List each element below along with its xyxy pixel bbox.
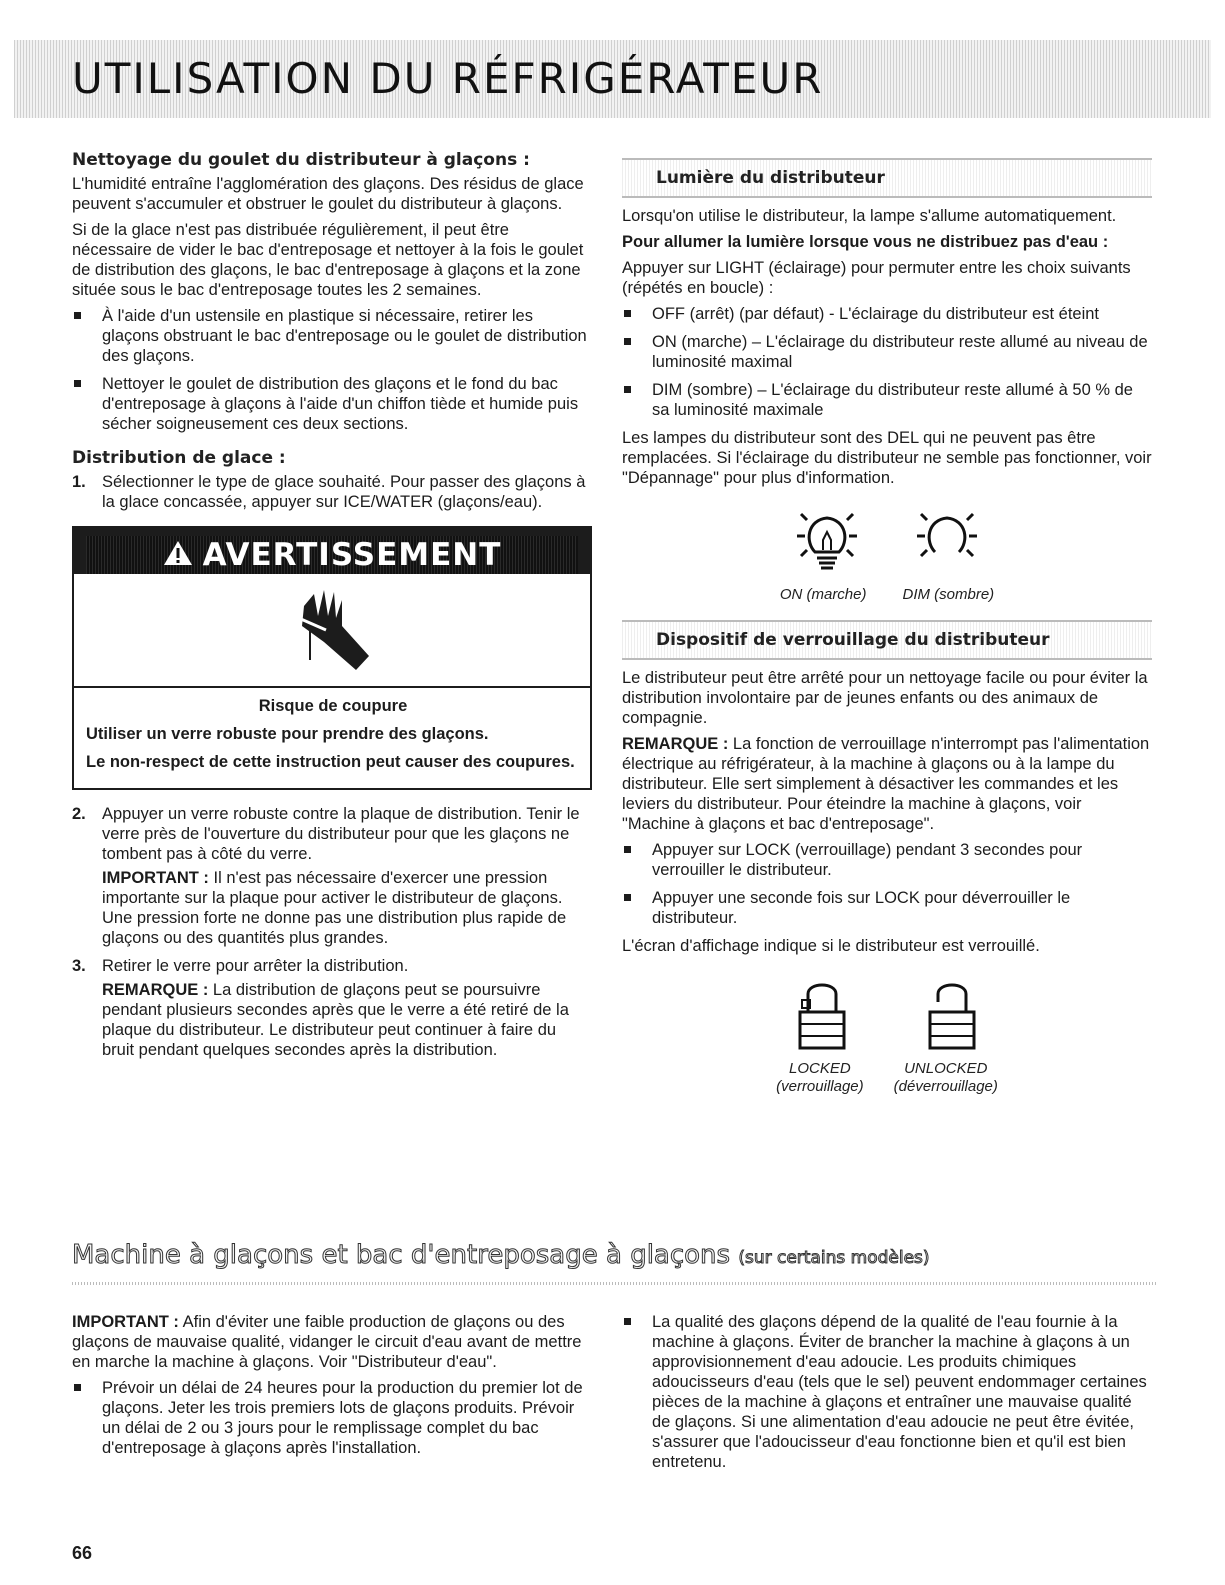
- caption-unlocked-line1: UNLOCKED: [904, 1060, 988, 1077]
- list-item-text: La qualité des glaçons dépend de la qualité de l'eau fournie à la machine à glaçons. Éviter de brancher la machine à glaçons à un approvisionnement d'eau adoucie. Les produits chimiques adoucisseurs d'eau (tels que le sel) peuvent endommager certaines pièces de la machine à glaçons et entraîner une mauvaise qualité de glaçons. Si une alimentation d'eau adoucie ne peut être évitée, s'assurer que l'adoucisseur d'eau fonctionne bien et qu'il est bien entretenu.: [652, 1313, 1147, 1471]
- note-label: IMPORTANT :: [102, 869, 209, 887]
- lumiere-heading: Lumière du distributeur: [656, 168, 885, 188]
- bullet-icon: [74, 1384, 81, 1391]
- lock-open-icon: [922, 976, 982, 1056]
- list-item: [622, 840, 1152, 880]
- warning-header: [74, 528, 590, 574]
- bottom-important: [72, 1312, 592, 1372]
- light-captions: [622, 586, 1152, 604]
- bottom-section-title: [72, 1240, 1157, 1270]
- warning-risk: Risque de coupure: [258, 697, 408, 715]
- verrou-heading: Dispositif de verrouillage du distributeur: [656, 630, 1050, 650]
- page-number: 66: [72, 1543, 93, 1563]
- caption-unlocked: [894, 1060, 998, 1096]
- bullet-icon: [74, 380, 81, 387]
- lock-icons: [622, 976, 1152, 1056]
- important-text: Afin d'éviter une faible production de glaçons ou des glaçons de mauvaise qualité, vidanger le circuit d'eau avant de mettre en marche la machine à glaçons. Voir "Distributeur d'eau".: [72, 1313, 582, 1371]
- lock-closed-icon: [792, 976, 852, 1056]
- step-note: [102, 980, 592, 1060]
- list-item-text: DIM (sombre) – L'éclairage du distributeur reste allumé à 50 % de sa luminosité maximale: [652, 381, 1133, 419]
- bullet-icon: [624, 310, 631, 317]
- note-label: REMARQUE :: [622, 735, 729, 753]
- distribution-heading: Distribution de glace :: [72, 448, 286, 468]
- lock-captions: [622, 1060, 1152, 1096]
- nettoyage-list: [72, 306, 592, 434]
- bullet-icon: [624, 338, 631, 345]
- distribution-steps: [72, 472, 592, 512]
- nettoyage-heading: Nettoyage du goulet du distributeur à glaçons :: [72, 150, 530, 170]
- step-number: 3.: [72, 957, 86, 975]
- bottom-right-list: [622, 1312, 1152, 1472]
- light-icons: [622, 502, 1152, 582]
- step-text: Sélectionner le type de glace souhaité. Pour passer des glaçons à la glace concassée, appuyer sur ICE/WATER (glaçons/eau).: [102, 473, 586, 511]
- warning-line-1: Utiliser un verre robuste pour prendre des glaçons.: [86, 725, 489, 743]
- lumiere-bold: Pour allumer la lumière lorsque vous ne distribuez pas d'eau :: [622, 233, 1109, 251]
- warning-title: AVERTISSEMENT: [202, 537, 502, 573]
- step-item: [72, 956, 592, 1060]
- caption-dim: DIM (sombre): [902, 586, 995, 603]
- list-item: [72, 306, 592, 366]
- bottom-left-list: [72, 1378, 592, 1458]
- lumiere-heading-box: [622, 158, 1152, 198]
- cut-hand-icon: [284, 586, 374, 676]
- list-item: [622, 380, 1152, 420]
- list-item: [622, 888, 1152, 928]
- step-note: [102, 868, 592, 948]
- bottom-right-column: [622, 1312, 1152, 1480]
- lumiere-p2: Appuyer sur LIGHT (éclairage) pour permuter entre les choix suivants (répétés en boucle) :: [622, 259, 1131, 297]
- list-item-text: Prévoir un délai de 24 heures pour la production du premier lot de glaçons. Jeter les trois premiers lots de glaçons produits. Prévoir un délai de 2 ou 3 jours pour le remplissage complet du bac d'entreposage à glaçons après l'installation.: [102, 1379, 583, 1457]
- verrou-list: [622, 840, 1152, 928]
- list-item-text: Appuyer une seconde fois sur LOCK pour déverrouiller le distributeur.: [652, 889, 1071, 927]
- list-item: [622, 1312, 1152, 1472]
- light-on-icon: [787, 502, 867, 582]
- bullet-icon: [624, 846, 631, 853]
- step-text: Appuyer un verre robuste contre la plaque de distribution. Tenir le verre près de l'ouverture du distributeur pour que les glaçons ne tombent pas à côté du verre.: [102, 805, 580, 863]
- warning-line-2: Le non-respect de cette instruction peut causer des coupures.: [86, 753, 575, 771]
- lumiere-p3: Les lampes du distributeur sont des DEL qui ne peuvent pas être remplacées. Si l'éclairage du distributeur ne semble pas fonctionner, voir "Dépannage" pour plus d'information.: [622, 429, 1152, 487]
- step-text: Retirer le verre pour arrêter la distribution.: [102, 957, 409, 975]
- list-item-text: À l'aide d'un ustensile en plastique si nécessaire, retirer les glaçons obstruant le bac d'entreposage ou le goulet de distribution des glaçons.: [102, 307, 587, 365]
- lumiere-list: [622, 304, 1152, 420]
- list-item-text: Appuyer sur LOCK (verrouillage) pendant 3 secondes pour verrouiller le distributeur.: [652, 841, 1083, 879]
- nettoyage-p2: Si de la glace n'est pas distribuée régulièrement, il peut être nécessaire de vider le bac d'entreposage et nettoyer à la fois le goulet de distribution des glaçons, le bac d'entreposage à glaçons et la zone située sous le bac d'entreposage toutes les 2 semaines.: [72, 221, 584, 299]
- note-label: REMARQUE :: [102, 981, 209, 999]
- list-item-text: Nettoyer le goulet de distribution des glaçons et le fond du bac d'entreposage à glaçons à l'aide d'un chiffon tiède et humide puis sécher soigneusement ces deux sections.: [102, 375, 579, 433]
- light-dim-icon: [907, 502, 987, 582]
- left-column: [72, 150, 592, 1068]
- caption-locked-line2: (verrouillage): [776, 1078, 864, 1095]
- bottom-title-main: Machine à glaçons et bac d'entreposage à glaçons: [72, 1240, 731, 1270]
- bottom-title-rule: [72, 1282, 1157, 1285]
- list-item: [622, 304, 1152, 324]
- list-item: [622, 332, 1152, 372]
- warning-pictogram-area: [74, 574, 590, 688]
- important-label: IMPORTANT :: [72, 1313, 179, 1331]
- verrou-p1: Le distributeur peut être arrêté pour un nettoyage facile ou pour éviter la distribution involontaire par de jeunes enfants ou des animaux de compagnie.: [622, 669, 1148, 727]
- warning-box: [72, 526, 592, 790]
- list-item: [72, 374, 592, 434]
- verrou-note: [622, 734, 1152, 834]
- warning-body: [74, 688, 590, 788]
- verrou-heading-box: [622, 620, 1152, 660]
- right-column: [622, 158, 1152, 1112]
- bullet-icon: [74, 312, 81, 319]
- step-number: 2.: [72, 805, 86, 823]
- caption-on: ON (marche): [779, 586, 867, 603]
- bullet-icon: [624, 1318, 631, 1325]
- list-item-text: OFF (arrêt) (par défaut) - L'éclairage du distributeur est éteint: [652, 305, 1100, 323]
- step-item: [72, 472, 592, 512]
- step-number: 1.: [72, 473, 86, 491]
- warning-triangle-icon: [163, 540, 193, 571]
- caption-unlocked-line2: (déverrouillage): [893, 1078, 998, 1095]
- note-text: La distribution de glaçons peut se poursuivre pendant plusieurs secondes après que le verre a été retiré de la plaque du distributeur. Le distributeur peut continuer à faire du bruit pendant quelques secondes après la distribution.: [102, 981, 569, 1059]
- nettoyage-p1: L'humidité entraîne l'agglomération des glaçons. Des résidus de glace peuvent s'accumuler et obstruer le goulet du distributeur à glaçons.: [72, 175, 584, 213]
- lumiere-p1: Lorsqu'on utilise le distributeur, la lampe s'allume automatiquement.: [622, 207, 1117, 225]
- note-text: Il n'est pas nécessaire d'exercer une pression importante sur la plaque pour activer le distributeur de glaçons. Une pression forte ne donne pas une distribution plus rapide de glaçons ou des quantités plus grandes.: [102, 869, 567, 947]
- step-item: [72, 804, 592, 948]
- caption-locked: [776, 1060, 864, 1096]
- distribution-steps-cont: [72, 804, 592, 1060]
- bullet-icon: [624, 894, 631, 901]
- bottom-left-column: [72, 1312, 592, 1466]
- bullet-icon: [624, 386, 631, 393]
- list-item: [72, 1378, 592, 1458]
- note-text: La fonction de verrouillage n'interrompt pas l'alimentation électrique au réfrigérateur, à la machine à glaçons ou à la lampe du distributeur. Elle sert simplement à désactiver les commandes et les leviers du distributeur. Pour éteindre la machine à glaçons, voir "Machine à glaçons et bac d'entreposage".: [622, 735, 1150, 833]
- verrou-p2: L'écran d'affichage indique si le distributeur est verrouillé.: [622, 937, 1040, 955]
- bottom-title-small: (sur certains modèles): [738, 1248, 930, 1268]
- caption-locked-line1: LOCKED: [789, 1060, 851, 1077]
- list-item-text: ON (marche) – L'éclairage du distributeur reste allumé au niveau de luminosité maximal: [652, 333, 1148, 371]
- page-title: UTILISATION DU RÉFRIGÉRATEUR: [72, 54, 824, 103]
